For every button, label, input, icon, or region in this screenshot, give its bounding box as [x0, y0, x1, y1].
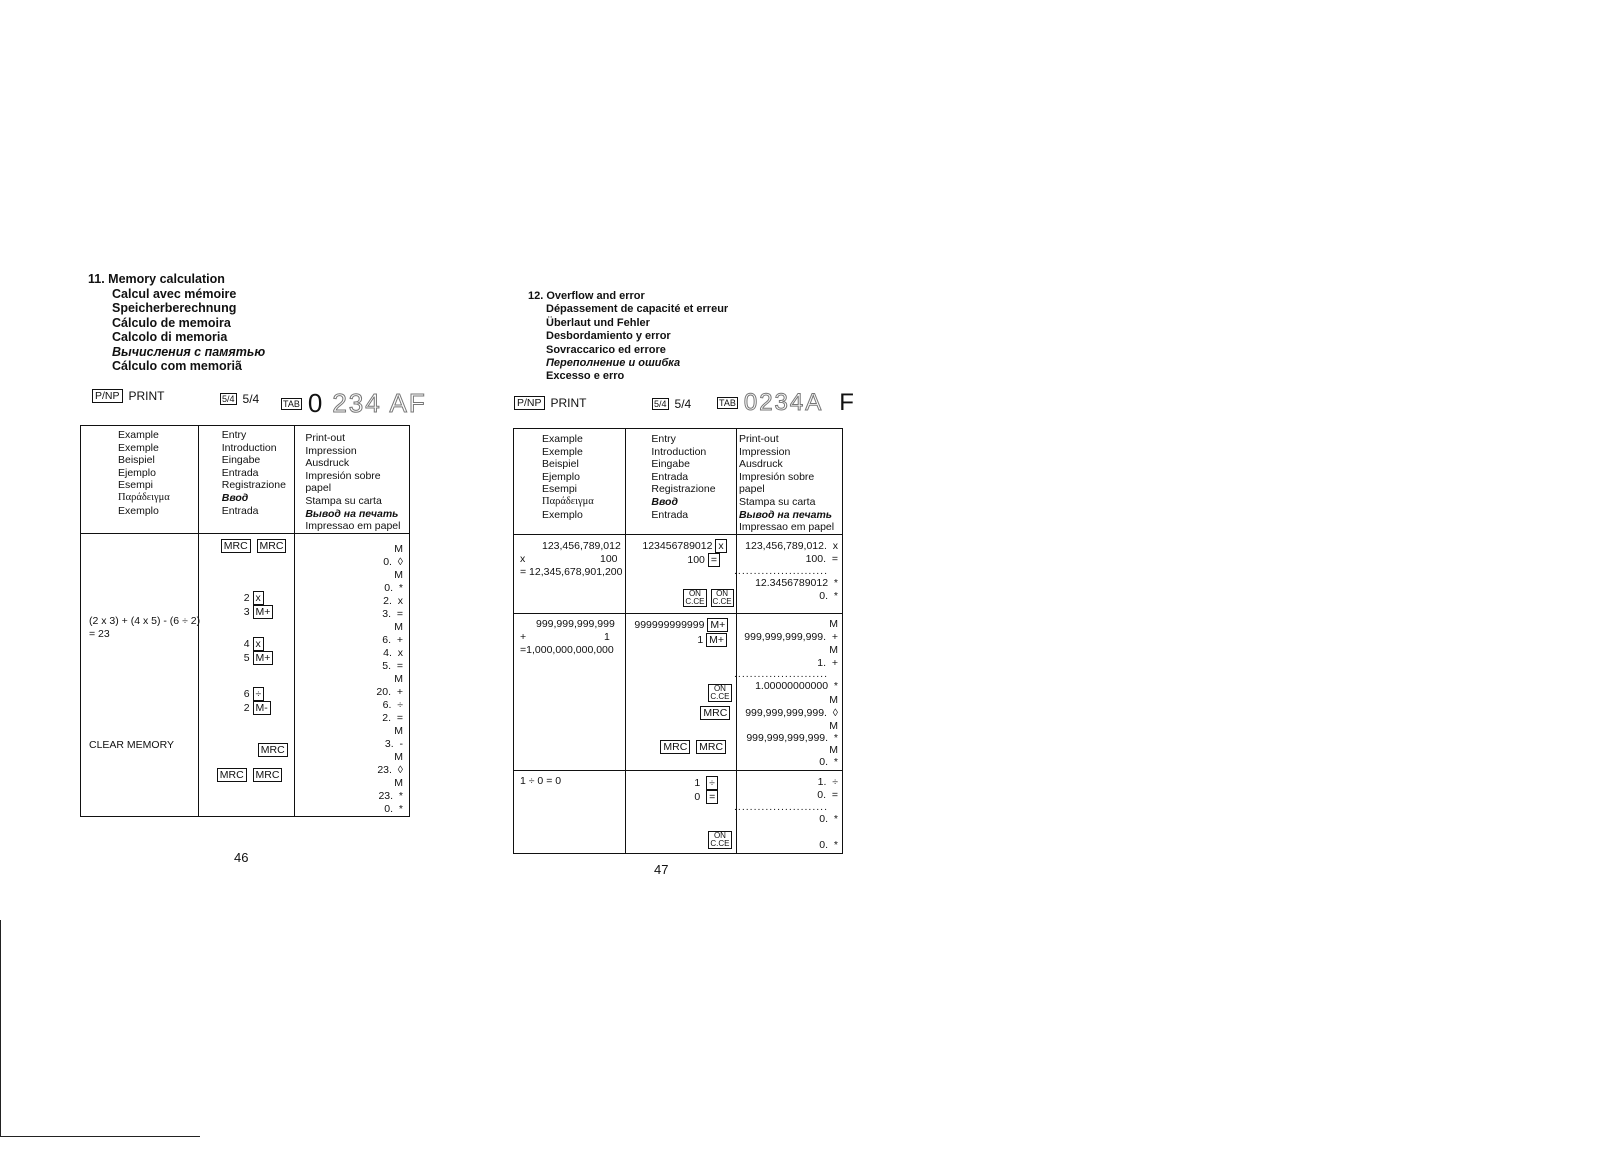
- on-cce-key-icon: [711, 589, 734, 607]
- header-text: Beispiel: [118, 454, 155, 467]
- mrc-key-icon: MRC: [700, 706, 730, 720]
- on-label: ON: [713, 683, 726, 693]
- printout-line: [746, 732, 838, 744]
- heading-line: Überlaut und Fehler: [546, 316, 650, 329]
- printout-line: [383, 647, 403, 659]
- printout-marker: M: [394, 620, 403, 633]
- divide-key-icon: ÷: [706, 776, 718, 790]
- heading-line: Speicherberechnung: [112, 301, 237, 315]
- round-label: 5/4: [674, 397, 692, 411]
- section-number: 11.: [88, 272, 105, 286]
- heading-line: Sovraccarico ed errore: [546, 343, 666, 356]
- printout-line: [818, 776, 838, 788]
- printout-marker: M: [394, 672, 403, 685]
- printout-line: [819, 813, 838, 825]
- printout-value: 2.: [382, 711, 392, 724]
- example-operand: 100: [600, 552, 618, 565]
- printout-value: 2.: [383, 594, 392, 607]
- header-text: Eingabe: [651, 458, 690, 471]
- entry-number: 999999999999: [634, 618, 705, 631]
- multiply-key-icon: x: [253, 637, 264, 651]
- mrc-key-icon: MRC: [253, 768, 283, 782]
- printout-marker: M: [829, 693, 838, 706]
- printout-symbol: =: [396, 607, 403, 620]
- entry-number: 100: [687, 553, 705, 566]
- on-label: ON: [713, 830, 726, 840]
- multiply-key-icon: x: [253, 591, 264, 605]
- heading-line: Вычисления с памятью: [112, 344, 266, 359]
- header-text: Impression: [305, 444, 357, 457]
- entry-number: 123456789012: [642, 539, 713, 552]
- header-text: Entrada: [221, 504, 259, 517]
- printout-value: 12.3456789012: [755, 576, 829, 589]
- header-text: Registrazione: [221, 479, 286, 492]
- printout-value: 5.: [382, 659, 392, 672]
- pnp-switch-setting: [92, 389, 165, 403]
- printout-symbol: +: [396, 633, 403, 646]
- example-expression: (2 x 3) + (4 x 5) - (6 ÷ 2): [89, 614, 201, 627]
- entry-cell: [626, 534, 737, 613]
- header-text: Eingabe: [221, 454, 261, 467]
- printout-value: 3.: [384, 737, 394, 750]
- header-text: Вывод на печать: [305, 507, 399, 520]
- cce-label: C.CE: [685, 596, 705, 606]
- printout-value: 0.: [819, 755, 829, 768]
- printout-cell: [733, 613, 842, 770]
- mrc-key-icon: MRC: [217, 768, 247, 782]
- example-cell: [514, 770, 626, 853]
- header-text: Impressao em papel: [305, 520, 401, 533]
- heading-line: Переполнение и ошибка: [546, 357, 681, 370]
- section-number: 12.: [528, 290, 544, 302]
- mplus-key-icon: M+: [706, 633, 727, 647]
- scan-edge-line: [0, 1136, 200, 1137]
- printout-cell: [733, 770, 842, 853]
- on-cce-key-icon: [708, 831, 731, 849]
- example-cell: [81, 533, 199, 816]
- tab-key-icon: TAB: [283, 398, 300, 409]
- rounding-switch-setting: [220, 392, 259, 406]
- printout-marker: M: [394, 750, 403, 763]
- printout-marker: M: [829, 617, 838, 630]
- printout-value: 0.: [383, 555, 392, 568]
- header-text: Entry: [651, 433, 676, 445]
- header-text: Ausdruck: [738, 458, 783, 471]
- example-line: 123,456,789,012: [542, 539, 621, 552]
- printout-line: [806, 553, 838, 565]
- header-text: Impresión sobre papel: [305, 469, 381, 495]
- header-text: Entrada: [651, 508, 689, 521]
- pnp-label: PRINT: [550, 396, 587, 410]
- printout-value: 999,999,999,999.: [746, 731, 829, 744]
- printout-marker: M: [394, 776, 403, 789]
- header-text: Introduction: [651, 445, 707, 458]
- example-line: 999,999,999,999: [536, 617, 615, 630]
- header-text: Exemplo: [542, 508, 583, 521]
- printout-symbol: *: [833, 812, 838, 825]
- round-label: 5/4: [242, 392, 260, 406]
- printout-symbol: -: [399, 737, 403, 750]
- printout-line: [385, 738, 403, 750]
- pnp-label: PRINT: [128, 389, 165, 403]
- printout-symbol: x: [397, 646, 403, 659]
- header-text: Introduction: [221, 441, 277, 454]
- example-cell: [514, 534, 626, 613]
- printout-symbol: *: [398, 789, 403, 802]
- printout-line: [383, 595, 403, 607]
- printout-value: 3.: [382, 607, 392, 620]
- header-text: Ввод: [651, 495, 678, 508]
- printout-line: [755, 577, 838, 589]
- entry-cell: [626, 770, 737, 853]
- header-text: Impresión sobre papel: [738, 470, 815, 496]
- page-number: 47: [654, 862, 669, 877]
- header-text: Exemple: [118, 441, 159, 454]
- page-number: 46: [234, 850, 249, 865]
- entry-digit: 2: [243, 591, 250, 604]
- printout-symbol: ◊: [397, 555, 403, 568]
- printout-line: [378, 790, 403, 802]
- equals-key-icon: =: [706, 790, 718, 804]
- header-text: Example: [542, 433, 583, 445]
- printout-line: [819, 756, 838, 768]
- printout-line: [384, 582, 403, 594]
- entry-cell: [198, 533, 295, 816]
- header-text: Вывод на печать: [738, 508, 833, 521]
- mrc-key-icon: MRC: [221, 539, 251, 553]
- header-printout: [736, 429, 842, 535]
- header-text: Stampa su carta: [738, 495, 816, 508]
- printout-symbol: +: [396, 685, 403, 698]
- divide-key-icon: ÷: [253, 687, 265, 701]
- decimal-display: [744, 389, 856, 417]
- printout-value: 100.: [805, 552, 827, 565]
- header-text: Print-out: [738, 433, 779, 445]
- printout-symbol: ÷: [397, 698, 403, 711]
- printout-line: [384, 803, 403, 815]
- printout-marker: M: [394, 724, 403, 737]
- entry-digit: 2: [243, 701, 250, 714]
- example-cell: [514, 613, 626, 770]
- printout-separator: ........................: [733, 564, 828, 577]
- printout-marker: M: [829, 719, 838, 732]
- on-label: ON: [716, 588, 729, 598]
- printout-symbol: +: [831, 656, 838, 669]
- display-selected: F: [839, 389, 856, 416]
- printout-value: 1.00000000000: [755, 679, 829, 692]
- printout-cell: [295, 533, 410, 816]
- printout-line: [383, 699, 403, 711]
- printout-symbol: *: [833, 731, 838, 744]
- header-example: [81, 426, 199, 534]
- example-operand: 1: [604, 630, 610, 643]
- multiply-key-icon: x: [715, 539, 726, 553]
- decimal-switch-setting: [717, 389, 856, 417]
- entry-number: 1: [697, 633, 704, 646]
- header-entry: [198, 426, 295, 534]
- printout-value: 0.: [384, 581, 394, 594]
- entry-digit: 3: [243, 605, 250, 618]
- entry-number: 1: [694, 776, 701, 789]
- printout-value: 0.: [384, 802, 394, 815]
- cce-label: C.CE: [710, 838, 730, 848]
- printout-value: 23.: [377, 763, 392, 776]
- printout-marker: M: [829, 743, 838, 756]
- heading-line: Cálculo de memoira: [112, 315, 231, 330]
- printout-symbol: =: [831, 552, 838, 565]
- heading-line: Desbordamiento y error: [546, 330, 671, 343]
- example-operator: x: [520, 552, 526, 565]
- printout-cell: [733, 534, 842, 613]
- printout-line: [382, 634, 403, 646]
- printout-line: [745, 707, 838, 719]
- header-example: [514, 429, 626, 535]
- heading-line: Memory calculation: [108, 272, 225, 286]
- printout-value: 4.: [383, 646, 392, 659]
- header-text: Entry: [221, 429, 247, 441]
- overflow-error-table: [513, 428, 843, 854]
- printout-value: 0.: [819, 838, 829, 851]
- header-text: Exemple: [542, 445, 583, 458]
- entry-digit: 4: [243, 637, 250, 650]
- header-text: Entrada: [221, 466, 259, 479]
- entry-number: 0: [694, 790, 701, 803]
- printout-symbol: *: [833, 838, 838, 851]
- header-entry: [626, 429, 737, 535]
- header-text: Esempi: [118, 479, 154, 492]
- printout-value: 20.: [376, 685, 392, 698]
- heading-line: Excesso e erro: [546, 370, 625, 383]
- printout-value: 23.: [378, 789, 394, 802]
- printout-line: [383, 556, 403, 568]
- header-text: Registrazione: [651, 483, 716, 496]
- pnp-switch-setting: [514, 396, 587, 410]
- header-text: Entrada: [651, 470, 689, 483]
- decimal-display: [308, 388, 427, 419]
- printout-line: [745, 540, 838, 552]
- printout-line: [382, 660, 403, 672]
- printout-separator: ........................: [733, 800, 828, 813]
- entry-cell: [626, 613, 737, 770]
- header-text: Ausdruck: [305, 457, 350, 470]
- header-text: Print-out: [305, 432, 346, 444]
- printout-symbol: *: [833, 576, 838, 589]
- scan-edge-line: [0, 920, 1, 1136]
- mrc-key-icon: MRC: [660, 740, 690, 754]
- printout-line: [817, 789, 838, 801]
- entry-digit: 5: [243, 651, 250, 664]
- printout-symbol: +: [831, 630, 838, 643]
- header-text: Παράδειγμα: [118, 491, 170, 503]
- printout-value: 6.: [382, 633, 392, 646]
- header-text: Ejemplo: [118, 466, 156, 479]
- header-text: Impression: [738, 445, 791, 458]
- printout-line: [376, 686, 403, 698]
- on-cce-key-icon: [683, 589, 706, 607]
- printout-line: [819, 839, 838, 851]
- printout-separator: ........................: [733, 667, 828, 680]
- mplus-key-icon: M+: [253, 605, 274, 619]
- header-text: Exemplo: [118, 504, 159, 517]
- header-text: Impressao em papel: [738, 521, 835, 534]
- header-text: Example: [118, 429, 159, 441]
- cce-label: C.CE: [710, 691, 730, 701]
- heading-line: Calcolo di memoria: [112, 330, 228, 344]
- printout-line: [744, 631, 838, 643]
- printout-symbol: *: [398, 802, 403, 815]
- on-cce-key-icon: [708, 684, 731, 702]
- printout-symbol: *: [398, 581, 403, 594]
- heading-line: Dépassement de capacité et erreur: [546, 303, 729, 316]
- header-text: Ejemplo: [542, 470, 580, 483]
- mplus-key-icon: M+: [707, 618, 728, 632]
- header-text: Esempi: [542, 483, 578, 496]
- printout-line: [377, 764, 403, 776]
- printout-line: [382, 712, 403, 724]
- equals-key-icon: =: [708, 553, 720, 567]
- printout-symbol: *: [833, 589, 838, 602]
- display-options: 0234A: [743, 389, 824, 416]
- printout-marker: M: [394, 568, 403, 581]
- printout-symbol: *: [833, 755, 838, 768]
- printout-line: [819, 590, 838, 602]
- cce-label: C.CE: [712, 596, 732, 606]
- printout-line: [382, 608, 403, 620]
- printout-value: 0.: [819, 812, 829, 825]
- printout-symbol: ◊: [832, 706, 838, 719]
- tab-key-icon: TAB: [719, 398, 736, 408]
- entry-digit: 6: [243, 687, 250, 700]
- heading-line: Overflow and error: [546, 290, 645, 302]
- example-result: = 12,345,678,901,200: [520, 565, 623, 578]
- printout-value: 0.: [817, 788, 827, 801]
- printout-marker: M: [394, 542, 403, 555]
- printout-symbol: x: [832, 539, 838, 552]
- display-options: 234 AF: [332, 388, 427, 418]
- printout-value: 999,999,999,999.: [745, 706, 827, 719]
- mrc-key-icon: MRC: [696, 740, 726, 754]
- rounding-switch-setting: [652, 397, 691, 411]
- header-text: Beispiel: [542, 458, 579, 471]
- printout-symbol: =: [396, 659, 403, 672]
- printout-value: 1.: [817, 775, 827, 788]
- header-text: Stampa su carta: [305, 494, 382, 507]
- example-operator: +: [520, 630, 527, 643]
- example-result: = 23: [89, 627, 110, 640]
- display-selected: 0: [307, 388, 325, 418]
- printout-line: [755, 680, 838, 692]
- printout-marker: M: [829, 643, 838, 656]
- header-text: Παράδειγμα: [542, 495, 594, 507]
- printout-symbol: x: [397, 594, 403, 607]
- heading-line: Calcul avec mémoire: [112, 286, 237, 301]
- mminus-key-icon: M-: [253, 701, 271, 715]
- header-text: Ввод: [221, 491, 249, 504]
- header-printout: [295, 426, 410, 534]
- printout-value: 0.: [819, 589, 829, 602]
- heading-line: Cálculo com memoriã: [112, 359, 242, 373]
- example-result: =1,000,000,000,000: [520, 643, 614, 656]
- printout-symbol: =: [396, 711, 403, 724]
- example-line: 1 ÷ 0 = 0: [520, 774, 562, 787]
- section-12-heading: [528, 290, 728, 384]
- memory-calc-table: [80, 425, 410, 817]
- printout-value: 123,456,789,012.: [745, 539, 827, 552]
- pnp-key-icon: P/NP: [92, 389, 123, 403]
- round-key-icon: 5/4: [222, 394, 235, 404]
- round-key-icon: 5/4: [654, 399, 667, 409]
- printout-symbol: ◊: [397, 763, 403, 776]
- mrc-key-icon: MRC: [258, 743, 288, 757]
- mrc-key-icon: MRC: [257, 539, 287, 553]
- printout-symbol: ÷: [832, 775, 838, 788]
- printout-symbol: =: [831, 788, 838, 801]
- section-11-heading: [88, 272, 265, 374]
- decimal-switch-setting: [281, 388, 427, 419]
- clear-memory-label: CLEAR MEMORY: [89, 738, 174, 751]
- printout-value: 999,999,999,999.: [744, 630, 827, 643]
- on-label: ON: [688, 588, 701, 598]
- mplus-key-icon: M+: [253, 651, 274, 665]
- printout-symbol: *: [833, 679, 838, 692]
- printout-value: 1.: [817, 656, 827, 669]
- printout-value: 6.: [382, 698, 392, 711]
- pnp-key-icon: P/NP: [514, 396, 545, 410]
